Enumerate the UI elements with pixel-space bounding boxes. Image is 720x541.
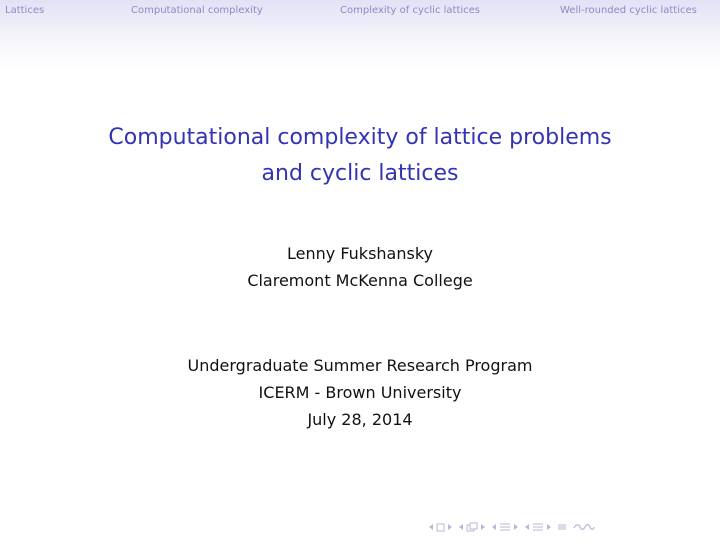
subsection-prev-icon[interactable] [458,523,464,531]
nav-section-computational-complexity[interactable]: Computational complexity [131,5,263,16]
search-button[interactable] [572,522,596,532]
author-name: Lenny Fukshansky [287,244,433,263]
search-icon[interactable] [572,522,596,532]
document-next-icon[interactable] [546,523,552,531]
section-lines-icon [499,522,511,532]
nav-section-complexity-cyclic-lattices[interactable]: Complexity of cyclic lattices [340,5,481,16]
subsection-box-icon [466,522,478,532]
event-venue: ICERM - Brown University [258,383,462,402]
section-next-icon[interactable] [513,523,519,531]
event-date: July 28, 2014 [307,410,413,429]
slide-title-line-2: and cyclic lattices [261,161,459,186]
frame-navigation[interactable] [428,523,453,532]
frame-next-icon[interactable] [447,523,453,531]
section-navigation-bar [0,0,720,70]
subsection-next-icon[interactable] [480,523,486,531]
equivalence-icon[interactable] [557,522,567,532]
beamer-navigation-controls [428,520,596,534]
section-navigation[interactable] [491,522,519,532]
nav-section-lattices[interactable]: Lattices [5,5,45,16]
document-prev-icon[interactable] [524,523,530,531]
document-navigation[interactable] [524,522,552,532]
subsection-navigation[interactable] [458,522,486,532]
event-name: Undergraduate Summer Research Program [187,356,533,375]
document-lines-icon [532,522,544,532]
nav-section-well-rounded-cyclic-lattices[interactable]: Well-rounded cyclic lattices [560,5,697,16]
author-affiliation: Claremont McKenna College [247,271,473,290]
equivalence-button[interactable] [557,522,567,532]
frame-prev-icon[interactable] [428,523,434,531]
section-prev-icon[interactable] [491,523,497,531]
frame-box-icon [436,523,445,532]
slide-title-line-1: Computational complexity of lattice problems [108,125,612,150]
